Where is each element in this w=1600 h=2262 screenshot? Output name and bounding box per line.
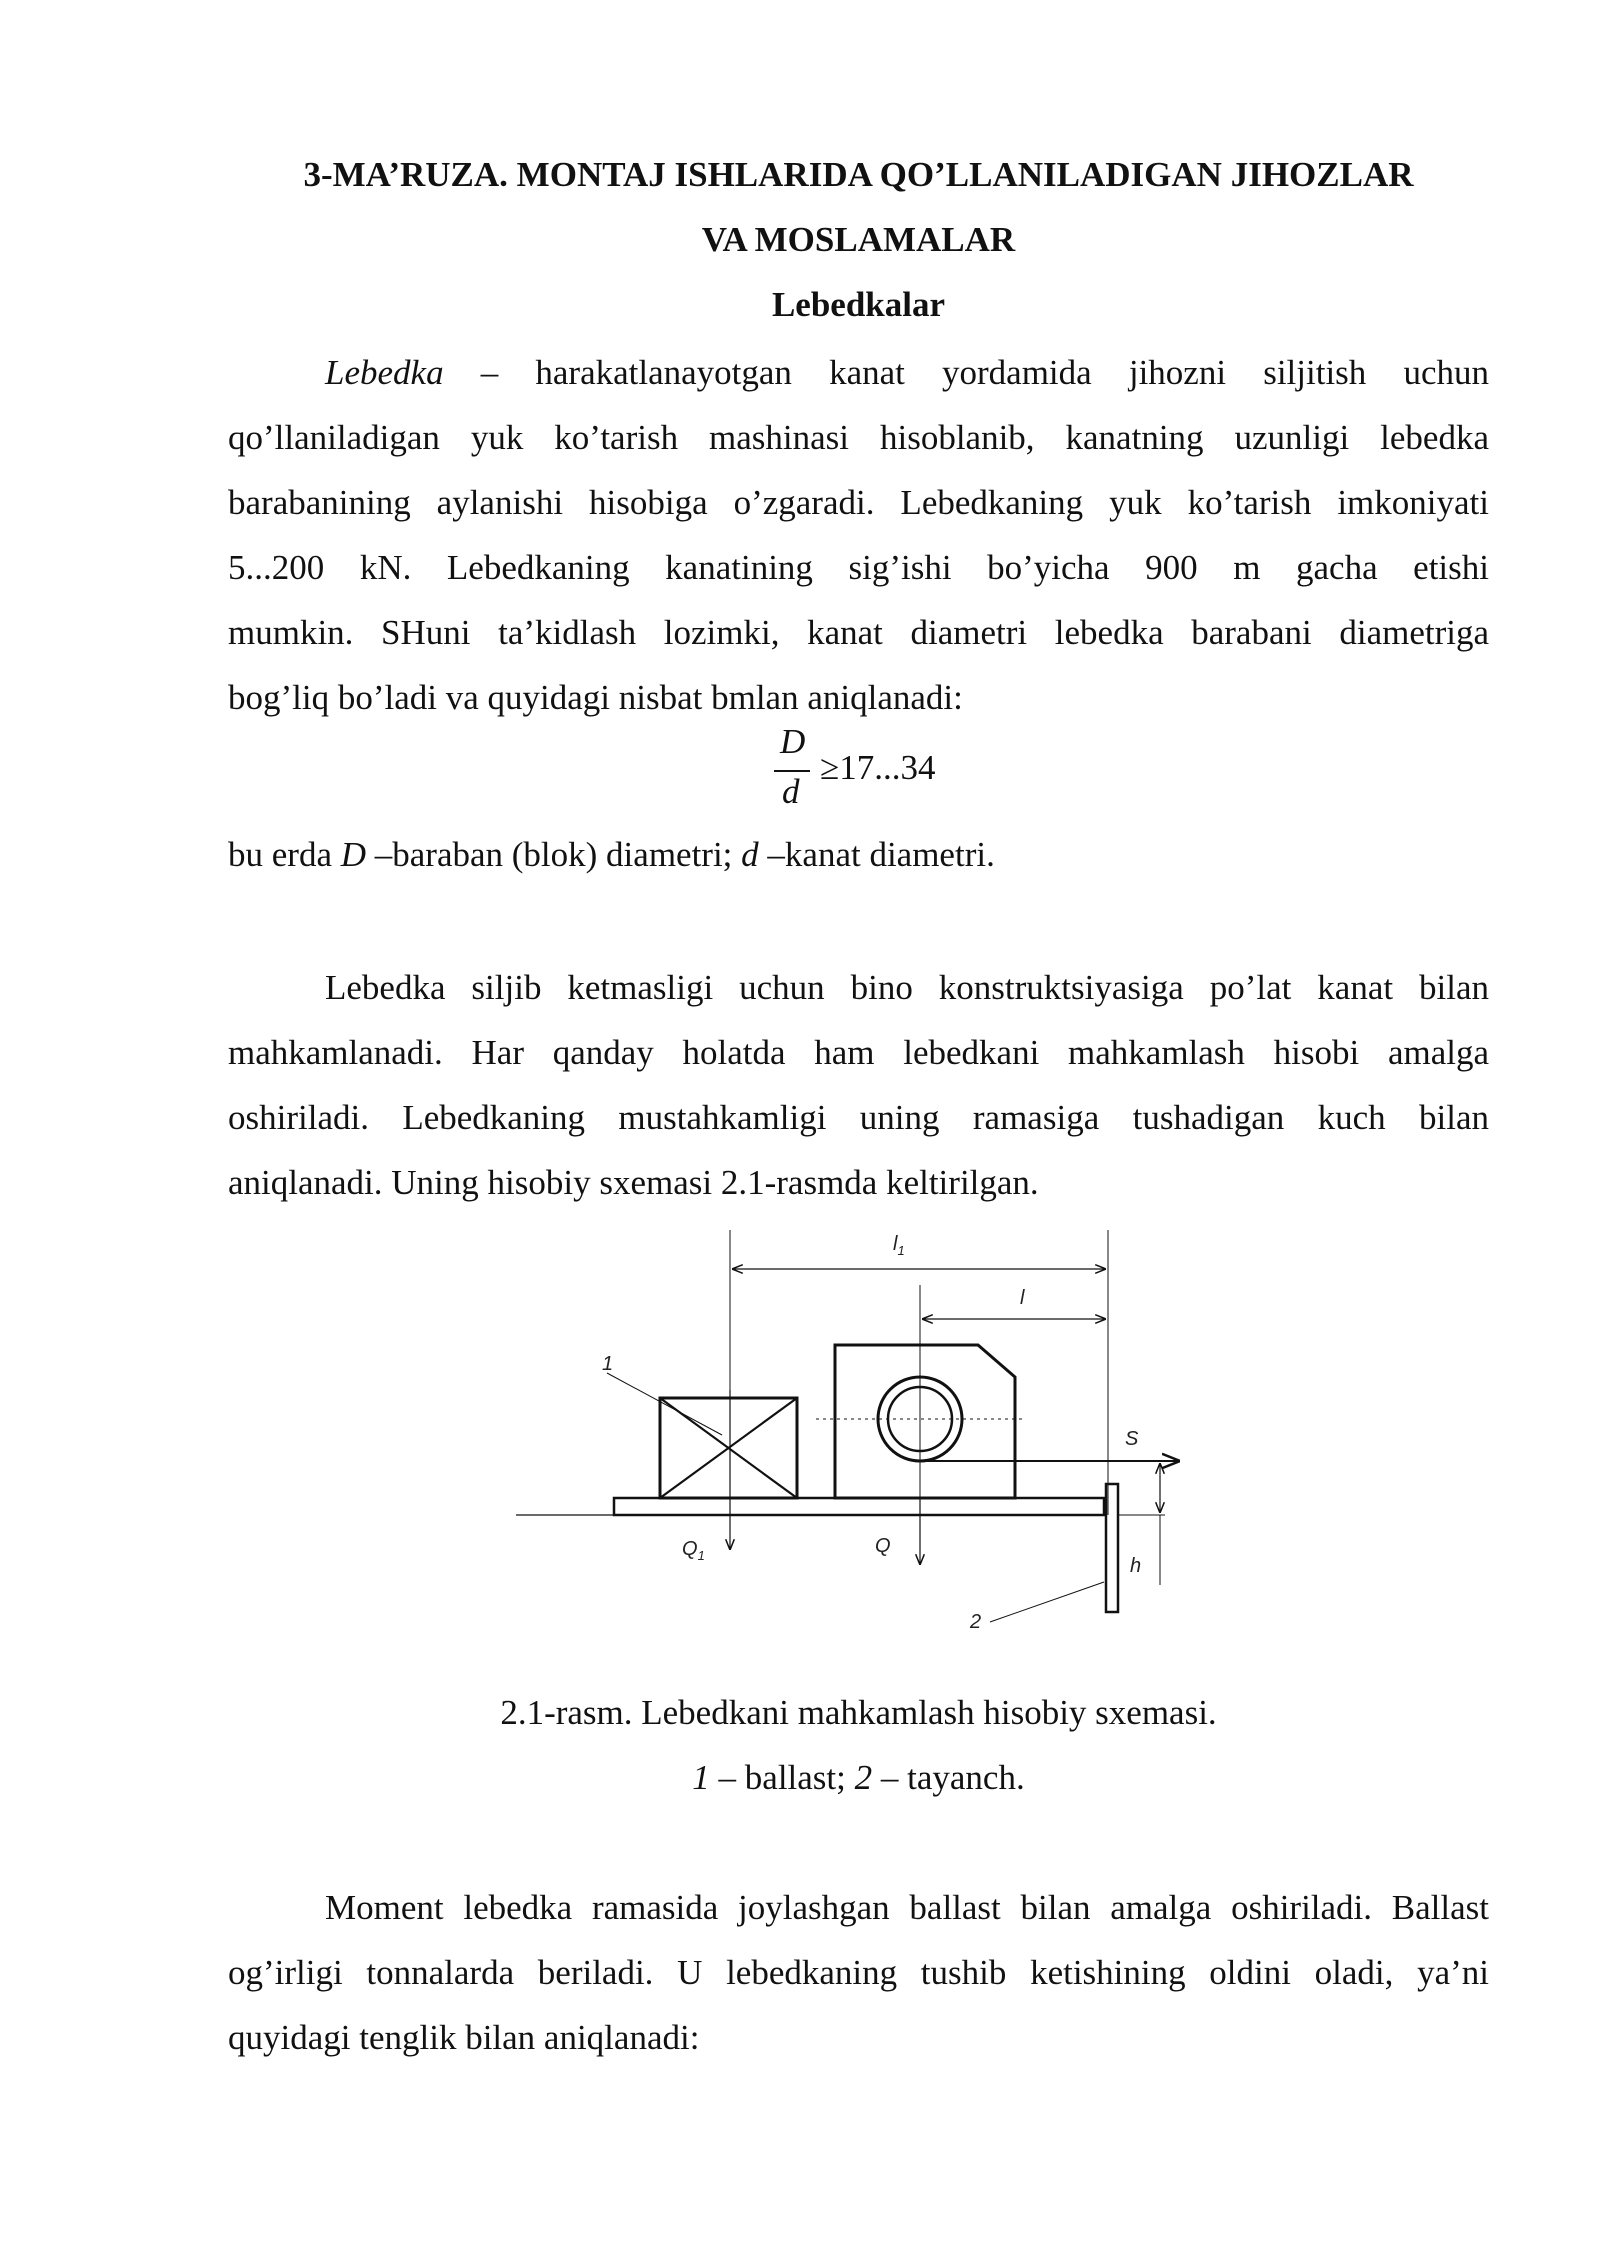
legend-number: 2 bbox=[854, 1758, 873, 1797]
diagram-svg bbox=[500, 1220, 1220, 1660]
paragraph-line: barabanining aylanishi hisobiga o’zgaradi. Lebedkaning yuk ko’tarish imkoniyati bbox=[228, 483, 1489, 522]
label-support-number: 2 bbox=[970, 1611, 982, 1633]
formula-explanation bbox=[228, 822, 1489, 887]
paragraph-line: quyidagi tenglik bilan aniqlanadi: bbox=[228, 2018, 700, 2057]
paragraph-line: aniqlanadi. Uning hisobiy sxemasi 2.1-rasmda keltirilgan. bbox=[228, 1163, 1039, 1202]
label-l: l bbox=[1020, 1287, 1025, 1309]
variable-D: D bbox=[340, 835, 367, 874]
label-q: Q bbox=[875, 1535, 891, 1557]
formula-numerator: D bbox=[780, 722, 806, 761]
ballast-leader-line bbox=[607, 1373, 722, 1435]
formula-denominator: d bbox=[782, 772, 800, 811]
legend-number: 1 bbox=[692, 1758, 710, 1797]
text-fragment: –kanat diametri. bbox=[758, 835, 995, 874]
paragraph-line: Lebedka siljib ketmasligi uchun bino konstruktsiyasiga po’lat kanat bilan bbox=[325, 968, 1489, 1007]
formula-right-side: ≥17...34 bbox=[820, 748, 936, 787]
section-heading: Lebedkalar bbox=[771, 285, 946, 324]
label-h: h bbox=[1130, 1555, 1142, 1577]
winch-fixing-diagram bbox=[500, 1220, 1220, 1660]
support-leader-line bbox=[990, 1582, 1104, 1622]
text-fragment: –baraban (blok) diametri; bbox=[366, 835, 742, 874]
label-l1: $l_1$ bbox=[893, 1233, 905, 1258]
figure-caption-legend bbox=[228, 1745, 1489, 1810]
winch-frame bbox=[614, 1498, 1104, 1515]
paragraph-winch-fixing bbox=[228, 955, 1489, 1215]
label-s: S bbox=[1125, 1428, 1139, 1450]
paragraph-line: bog’liq bo’ladi va quyidagi nisbat bmlan aniqlanadi: bbox=[228, 678, 963, 717]
paragraph-line: 5...200 kN. Lebedkaning kanatining sig’ishi bo’yicha 900 m gacha etishi bbox=[228, 548, 1489, 587]
winch-body bbox=[835, 1345, 1015, 1498]
text-fragment: bu erda bbox=[228, 835, 341, 874]
figure-caption-title: 2.1-rasm. Lebedkani mahkamlash hisobiy sxemasi. bbox=[500, 1693, 1217, 1732]
lecture-title-line-2: VA MOSLAMALAR bbox=[701, 220, 1016, 259]
paragraph-ballast-moment bbox=[228, 1875, 1489, 2070]
paragraph-line: og’irligi tonnalarda beriladi. U lebedkaning tushib ketishining oldini oladi, ya’ni bbox=[228, 1953, 1489, 1992]
paragraph-line bbox=[228, 822, 1489, 887]
label-ballast-number: 1 bbox=[602, 1353, 614, 1375]
paragraph-line: Moment lebedka ramasida joylashgan ballast bilan amalga oshiriladi. Ballast bbox=[325, 1888, 1489, 1927]
ratio-formula bbox=[760, 722, 1060, 822]
legend-text: – tayanch. bbox=[872, 1758, 1025, 1797]
paragraph-line: mahkamlanadi. Har qanday holatda ham lebedkani mahkamlash hisobi amalga bbox=[228, 1033, 1489, 1072]
legend-text: – ballast; bbox=[709, 1758, 855, 1797]
lecture-title-line-1: 3-MA’RUZA. MONTAJ ISHLARIDA QO’LLANILADIGAN JIHOZLAR bbox=[303, 155, 1414, 194]
term-lebedka: Lebedka bbox=[325, 353, 444, 392]
label-q1: $Q_1$ bbox=[682, 1538, 705, 1563]
paragraph-line: mumkin. SHuni ta’kidlash lozimki, kanat diametri lebedka barabani diametriga bbox=[228, 613, 1489, 652]
paragraph-line: qo’llaniladigan yuk ko’tarish mashinasi hisoblanib, kanatning uzunligi lebedka bbox=[228, 418, 1489, 457]
paragraph-line bbox=[228, 340, 1489, 405]
paragraph-line-text: – harakatlanayotgan kanat yordamida jihozni siljitish uchun bbox=[443, 353, 1489, 392]
variable-d: d bbox=[741, 835, 759, 874]
paragraph-lebedka-definition bbox=[228, 340, 1489, 730]
paragraph-line: oshiriladi. Lebedkaning mustahkamligi uning ramasiga tushadigan kuch bilan bbox=[228, 1098, 1489, 1137]
